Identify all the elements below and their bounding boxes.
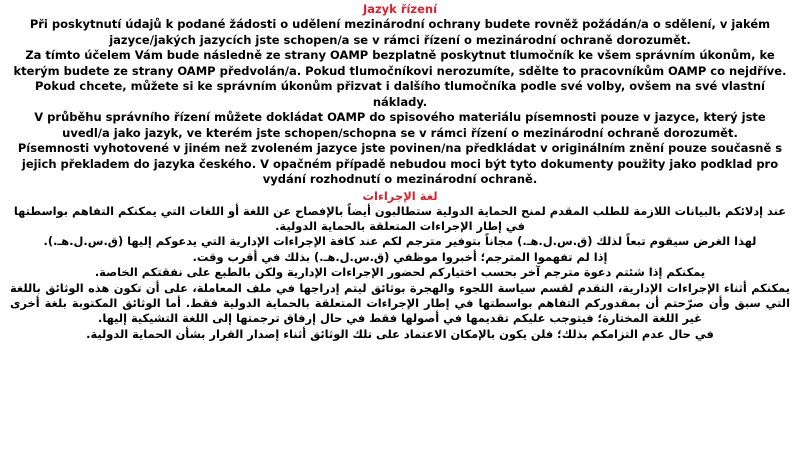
- czech-paragraph-3: Pokud chcete, můžete si ke správním úkonům přizvat i dalšího tlumočníka podle své volby, ovšem na své vlastní náklady.: [34, 79, 765, 109]
- arabic-paragraph-2: لهذا الغرض سيقوم تبعاً لذلك (ق.س.ل.هـ.) مجاناً بتوفير مترجم لكم عند كافة الإجراءات الإدارية التي يدعوكم إليها (ق.س.ل.هـ.).: [43, 234, 757, 249]
- czech-heading: Jazyk řízení: [362, 2, 438, 16]
- czech-paragraph-2: Za tímto účelem Vám bude následně ze strany OAMP bezplatně poskytnut tlumočník ke všem správním úkonům, ke kterým budete ze strany OAMP předvolán/a. Pokud tlumočníkovi nerozumíte, sdělte to pracovníkům OAMP co nejdříve.: [13, 48, 787, 78]
- arabic-paragraph-5: يمكنكم أثناء الإجراءات الإدارية، التقدم لقسم سياسة اللجوء والهجرة بوثائق ليتم إدراجها في ملف المعاملة، على أن تكون هذه الوثائق باللغة التي سبق وأن صرّحتم أن بمقدوركم التفاهم بواسطتها في إطار الإجراءات المتعلقة بالحماية الدولية فقط. أما الوثائق المكتوبة بلغة أخرى غير اللغة المختارة؛ فيتوجب عليكم تقديمها في أصولها فقط في حال إرفاق ترجمتها إلى اللغة التشيكية إليها.: [10, 280, 790, 326]
- arabic-section: [10, 189, 790, 343]
- arabic-paragraph-1: عند إدلائكم بالبيانات اللازمة للطلب المقدم لمنح الحماية الدولية ستطالبون أيضاً بالإفصاح عن اللغة أو اللغات التي يمكنكم التفاهم بواسطتها في إطار الإجراءات المتعلقة بالحماية الدولية.: [13, 203, 787, 233]
- czech-paragraph-5: Písemnosti vyhotovené v jiném než zvoleném jazyce jste povinen/na předkládat v originálním znění pouze současně s jejich překladem do jazyka českého. V opačném případě nebudou moci být tyto dokumenty použity jako podklad pro vydání rozhodnutí o mezinárodní ochraně.: [17, 141, 783, 186]
- arabic-heading: لغة الإجراءات: [362, 188, 438, 203]
- czech-paragraph-4: V průběhu správního řízení můžete dokládat OAMP do spisového materiálu písemnosti pouze v jazyce, který jste uvedl/a jako jazyk, ve kterém jste schopen/schopna se v rámci řízení o mezinárodní ochraně dorozumět.: [34, 110, 766, 140]
- czech-section: [10, 2, 790, 188]
- czech-paragraph-1: Při poskytnutí údajů k podané žádosti o udělení mezinárodní ochrany budete rovněž požádán/a o sdělení, v jakém jazyce/jakých jazycích jste schopen/a se v rámci řízení o mezinárodní ochraně dorozumět.: [29, 17, 771, 47]
- arabic-paragraph-3: إذا لم تفهموا المترجم؛ أخبروا موظفي (ق.س.ل.هـ.) بذلك في أقرب وقت.: [192, 249, 608, 264]
- arabic-paragraph-4: يمكنكم إذا شئتم دعوة مترجم آخر بحسب اختياركم لحضور الإجراءات الإدارية ولكن بالطبع على نفقتكم الخاصة.: [94, 265, 706, 280]
- arabic-paragraph-6: في حال عدم التزامكم بذلك؛ فلن يكون بالإمكان الاعتماد على تلك الوثائق أثناء إصدار القرار بشأن الحماية الدولية.: [86, 326, 714, 341]
